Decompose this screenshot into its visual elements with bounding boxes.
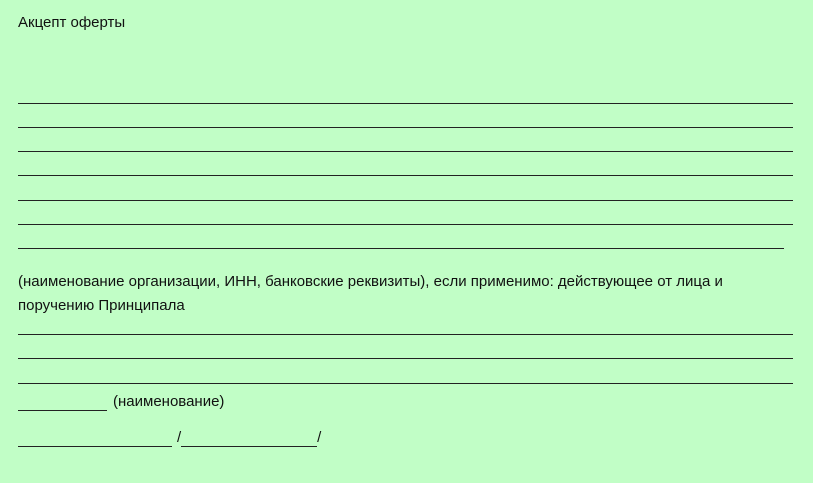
fill-line-4[interactable]: [18, 175, 793, 176]
form-title: Акцепт оферты: [18, 14, 126, 31]
fill-line-6[interactable]: [18, 224, 793, 225]
fill-line-5[interactable]: [18, 200, 793, 201]
signature-separator-end: /: [317, 429, 322, 446]
signature-blank[interactable]: [18, 432, 172, 447]
fill-line-10[interactable]: [18, 383, 793, 384]
organization-details-note: (наименование организации, ИНН, банковские реквизиты), если применимо: действующее от лица и поручению Принципала: [18, 273, 723, 314]
fill-line-1[interactable]: [18, 103, 793, 104]
fill-line-8[interactable]: [18, 334, 793, 335]
fill-line-3[interactable]: [18, 151, 793, 152]
name-blank[interactable]: [18, 396, 107, 411]
signature-row: [18, 429, 321, 447]
name-row: [18, 393, 224, 411]
fill-line-2[interactable]: [18, 127, 793, 128]
name-label: (наименование): [113, 393, 225, 410]
signature-separator-mid: /: [177, 429, 182, 446]
fill-line-7[interactable]: [18, 248, 784, 249]
signature-decoding-blank[interactable]: [181, 432, 317, 447]
fill-line-9[interactable]: [18, 358, 793, 359]
